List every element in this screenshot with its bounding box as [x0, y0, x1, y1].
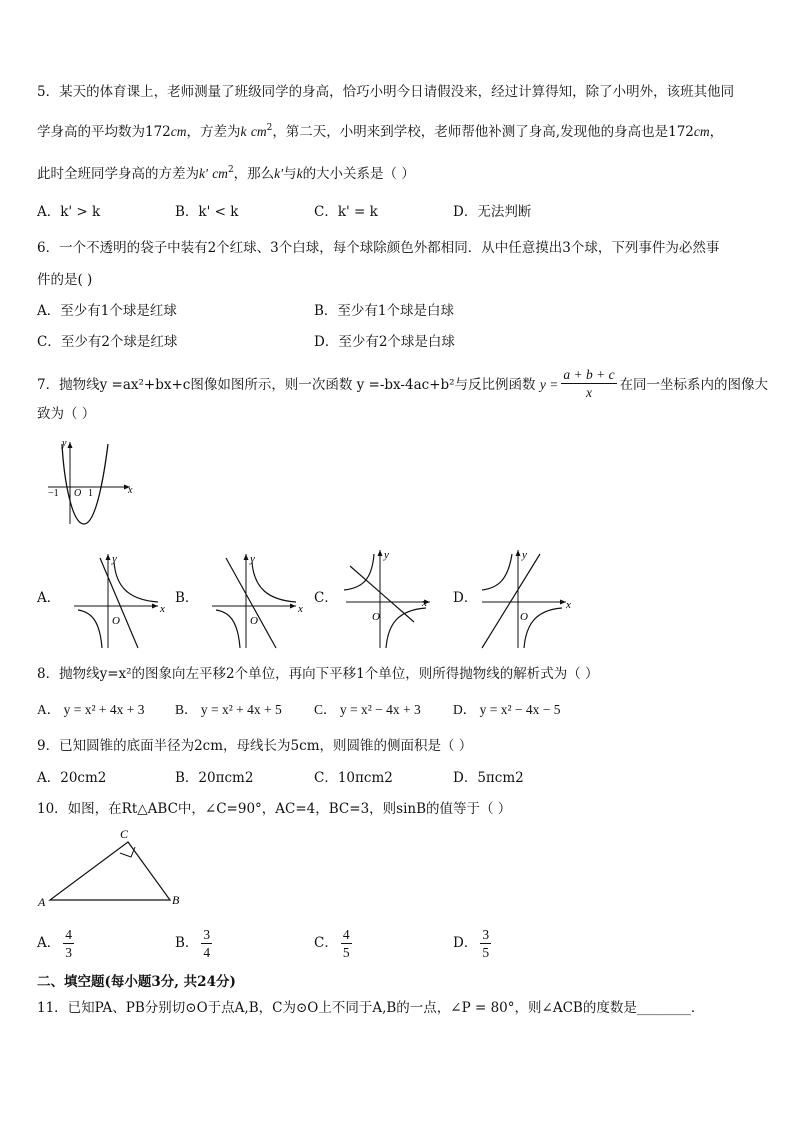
- q5-text: ，方差为: [186, 124, 241, 140]
- y-arrow: [68, 442, 73, 448]
- q7-option-a[interactable]: A．: [37, 590, 61, 606]
- var-k: k: [296, 166, 303, 181]
- label-y: y: [250, 553, 255, 565]
- frac-denominator: 4: [203, 945, 211, 960]
- q5-text: ，那么: [233, 166, 275, 182]
- option-letter: D．: [453, 935, 478, 951]
- q9-option-d[interactable]: D．5πcm2: [453, 770, 524, 786]
- hyperbola-branch-2: [216, 610, 240, 648]
- q10-triangle-figure: [36, 824, 186, 910]
- label-x: x: [422, 597, 427, 609]
- hyperbola-branch-1: [252, 562, 296, 602]
- q7-graph-a[interactable]: [70, 548, 170, 652]
- q9-option-c[interactable]: C．10πcm2: [314, 770, 393, 786]
- q6-line2: 件的是( ): [37, 272, 93, 288]
- q9-option-b[interactable]: B．20πcm2: [175, 770, 254, 786]
- hyperbola-branch-2: [78, 610, 102, 648]
- q8-option-c[interactable]: C． y = x² − 4x + 3: [314, 702, 421, 717]
- y-arrow: [244, 554, 249, 560]
- q5-text: 与: [283, 166, 297, 182]
- q5-option-b[interactable]: B．k' < k: [175, 204, 239, 220]
- var-k: k: [240, 124, 247, 139]
- option-fraction: [341, 926, 352, 961]
- q5-option-d[interactable]: D．无法判断: [453, 204, 532, 220]
- var-kprime: k': [274, 166, 284, 181]
- q7-option-b[interactable]: B．: [175, 590, 199, 606]
- y-arrow: [516, 550, 521, 556]
- q7-parabola-graph: [44, 436, 136, 530]
- hyperbola-branch-2: [386, 608, 426, 648]
- frac-denominator: 3: [65, 945, 72, 960]
- hyperbola-branch-1: [482, 554, 512, 590]
- label-origin: O: [74, 488, 82, 499]
- option-letter: A．: [37, 935, 61, 951]
- line-graph: [226, 558, 276, 648]
- q7-y-eq: y =: [539, 377, 559, 392]
- parabola-curve: [62, 444, 108, 524]
- label-y: y: [112, 553, 117, 565]
- q7-text: 在同一坐标系内的图像大: [619, 377, 769, 393]
- var-kprime: k': [199, 166, 208, 181]
- section-title: 二、填空题(每小题3分, 共24分): [37, 974, 236, 990]
- q5-option-c[interactable]: C．k' = k: [314, 204, 378, 220]
- line-graph: [100, 558, 138, 648]
- vertex-b-label: B: [172, 893, 180, 907]
- hyperbola-branch-1: [114, 562, 158, 602]
- q7-line2: 致为（ ）: [37, 406, 96, 422]
- frac-denominator: 5: [342, 945, 350, 960]
- frac-numerator: 3: [482, 927, 490, 942]
- q5-text: 的大小关系是（ ）: [302, 166, 415, 182]
- q5-line3: [37, 160, 415, 184]
- q6-option-d[interactable]: D．至少有2个球是白球: [314, 334, 455, 350]
- label-origin: O: [112, 615, 120, 627]
- q8-line1: 8．抛物线y=x²的图象向左平移2个单位，再向下平移1个单位，则所得抛物线的解析式为（ ）: [37, 666, 599, 682]
- frac-denominator: 5: [482, 945, 490, 960]
- q5-text: 学身高的平均数为172: [37, 124, 171, 140]
- frac-numerator: a + b + c: [563, 367, 615, 382]
- option-fraction: [480, 926, 491, 961]
- q7-graph-b[interactable]: [208, 548, 308, 652]
- frac-numerator: 3: [203, 927, 211, 942]
- q10-option-b[interactable]: [175, 926, 215, 961]
- line-graph: [482, 554, 540, 648]
- label-y: y: [62, 438, 67, 449]
- option-letter: B．: [175, 935, 199, 951]
- q7-line1: [37, 368, 768, 403]
- hyperbola-branch-2: [524, 608, 562, 648]
- q10-line1: 10．如图，在Rt△ABC中，∠C=90°，AC=4，BC=3，则sinB的值等于（ ）: [37, 801, 512, 817]
- q5-line2: [37, 118, 723, 142]
- q7-option-c[interactable]: C．: [314, 590, 338, 606]
- q5-text: ，: [709, 124, 724, 140]
- frac-numerator: 4: [65, 927, 72, 942]
- label-neg1: −1: [48, 488, 59, 499]
- q6-line1: 6．一个不透明的袋子中装有2个红球、3个白球，每个球除颜色外都相同．从中任意摸出3个球，下列事件为必然事: [37, 240, 720, 256]
- q8-option-a[interactable]: A． y = x² + 4x + 3: [37, 702, 145, 717]
- q10-option-a[interactable]: [37, 926, 77, 961]
- unit: cm: [693, 124, 710, 139]
- q10-option-c[interactable]: [314, 926, 355, 961]
- label-origin: O: [520, 611, 528, 623]
- q5-option-a[interactable]: A．k' > k: [37, 204, 101, 220]
- option-letter: C．: [314, 935, 338, 951]
- label-origin: O: [250, 615, 258, 627]
- label-origin: O: [372, 611, 380, 623]
- q7-graph-c[interactable]: [342, 544, 442, 652]
- q7-graph-d[interactable]: [478, 544, 578, 652]
- frac-denominator: x: [585, 385, 592, 400]
- q6-option-b[interactable]: B．至少有1个球是白球: [314, 303, 455, 319]
- q11-line1: 11．已知PA、PB分别切⊙O于点A,B，C为⊙O上不同于A,B的一点，∠P = 80°，则∠ACB的度数是________．: [37, 1000, 705, 1016]
- q5-line1: 5．某天的体育课上，老师测量了班级同学的身高，恰巧小明今日请假没来，经过计算得知，除了小明外，该班其他同: [37, 84, 735, 100]
- label-x: x: [298, 603, 303, 615]
- q10-option-d[interactable]: [453, 926, 494, 961]
- y-arrow: [106, 554, 111, 560]
- exponent: 2: [266, 123, 273, 133]
- hyperbola-branch-1: [344, 554, 374, 590]
- label-y: y: [384, 549, 389, 561]
- exponent: 2: [227, 165, 234, 175]
- label-x: x: [128, 485, 133, 496]
- option-fraction: [201, 926, 212, 961]
- q8-option-b[interactable]: B． y = x² + 4x + 5: [175, 702, 282, 717]
- q6-option-a[interactable]: A．至少有1个球是红球: [37, 303, 177, 319]
- q7-fraction: [561, 366, 616, 401]
- triangle-abc: [50, 842, 170, 900]
- q9-option-a[interactable]: A．20cm2: [37, 770, 107, 786]
- unit: cm: [212, 166, 228, 181]
- label-one: 1: [88, 488, 93, 499]
- label-x: x: [160, 603, 165, 615]
- label-x: x: [566, 599, 571, 611]
- x-arrow: [290, 604, 296, 609]
- x-arrow: [152, 604, 158, 609]
- q5-text: ，第二天，小明来到学校，老师帮他补测了身高,发现他的身高也是172: [272, 124, 694, 140]
- y-arrow: [378, 550, 383, 556]
- vertex-c-label: C: [120, 827, 129, 841]
- frac-numerator: 4: [342, 927, 350, 942]
- q8-option-d[interactable]: D． y = x² − 4x − 5: [453, 702, 561, 717]
- vertex-a-label: A: [38, 895, 46, 909]
- q7-option-d[interactable]: D．: [453, 590, 478, 606]
- unit: cm: [250, 124, 267, 139]
- label-y: y: [522, 549, 527, 561]
- option-fraction: [63, 926, 74, 961]
- q7-text: 7．抛物线y =ax²+bx+c图像如图所示，则一次函数 y =-bx-4ac+b²与反比例函数: [37, 377, 536, 393]
- q5-text: 此时全班同学身高的方差为: [37, 166, 199, 182]
- unit: cm: [170, 124, 187, 139]
- q9-line1: 9．已知圆锥的底面半径为2cm，母线长为5cm，则圆锥的侧面积是（ ）: [37, 738, 473, 754]
- q6-option-c[interactable]: C．至少有2个球是红球: [37, 334, 178, 350]
